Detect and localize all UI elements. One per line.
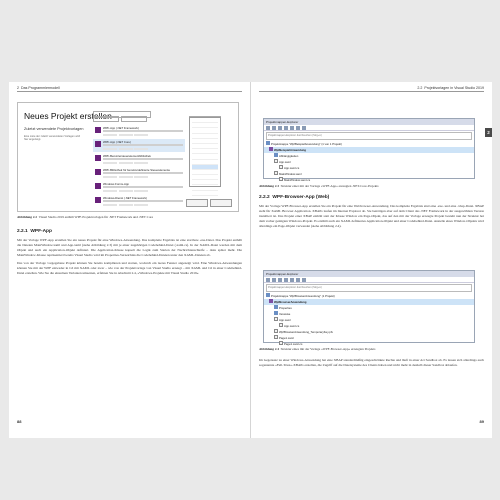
- back-button: [186, 199, 208, 207]
- next-button: [210, 199, 232, 207]
- template-item-selected: WPF-App (.NET Core): [93, 139, 185, 152]
- dependencies-icon: [274, 153, 278, 157]
- explorer-title: Projektmappen-Explorer: [264, 271, 474, 277]
- template-item: WPF-Benutzersteuerelementbibliothek: [93, 153, 185, 166]
- project-icon: [269, 147, 273, 151]
- explorer-search: Projektmappen-Explorer durchsuchen (Strg+ü): [266, 132, 472, 140]
- properties-icon: [274, 305, 278, 309]
- solution-icon: [266, 293, 270, 297]
- tree-node: WpfBrowserAnwendung_TemporaryKey.pfx: [264, 329, 474, 335]
- new-project-dialog-screenshot: [17, 102, 239, 212]
- tree-node: Page1.xaml.cs: [264, 341, 474, 347]
- explorer-toolbar: [264, 125, 474, 131]
- solution-explorer-screenshot: [263, 118, 475, 182]
- xaml-file-icon: [274, 171, 278, 175]
- page-number: 88: [17, 419, 22, 424]
- key-file-icon: [274, 329, 278, 333]
- figure-caption: Abbildung 2.3 Struktur einer mit der Vorlage »WPF-App« erzeugten .NET-Core-Projekts: [259, 184, 379, 188]
- template-list: [93, 125, 185, 209]
- running-head: 2 Das Programmiermodell: [17, 86, 242, 92]
- left-page: [9, 82, 250, 438]
- explorer-search: Projektmappen-Explorer durchsuchen (Strg+ü): [266, 284, 472, 292]
- figure-caption: Abbildung 2.2 Visual Studio 2019 enthält WPF-Projektvorlagen für .NET Framework und .NET Core: [17, 215, 154, 219]
- template-item: Windows-Dienst (.NET Framework): [93, 195, 185, 208]
- tree-node: Properties: [264, 305, 474, 311]
- solution-icon: [266, 141, 270, 145]
- page-number: 89: [479, 419, 484, 424]
- references-icon: [274, 311, 278, 315]
- template-item: WPF-Bibliothek für benutzerdefinierte Steuerelemente: [93, 167, 185, 180]
- language-filter: [93, 116, 119, 122]
- platform-filter: [121, 116, 147, 122]
- wpf-template-icon: [95, 127, 101, 133]
- explorer-toolbar: [264, 277, 474, 283]
- section-heading: 2.2.1 WPF-App: [17, 229, 52, 234]
- service-template-icon: [95, 197, 101, 203]
- explorer-title: Projektmappen-Explorer: [264, 119, 474, 125]
- tree-node-solution: Projektmappe "WpfBeispielAnwendung" (1 von 1 Projekt): [264, 141, 474, 147]
- tree-node: App.xaml: [264, 159, 474, 165]
- dialog-hint: Eine Liste der zuletzt verwendeten Vorlagen wird hier angezeigt.: [24, 135, 81, 142]
- xaml-file-icon: [274, 335, 278, 339]
- project-icon: [269, 299, 273, 303]
- section-heading: 2.2.2 WPF-Browser-App (Web): [259, 195, 330, 200]
- figure-caption: Abbildung 2.4 Struktur eines mit der Vorlage »WPF-Browser-App« erzeugten Projekts: [259, 347, 376, 351]
- project-type-dropdown: [189, 117, 221, 187]
- body-text: Mit der Vorlage WPF-App erstellen Sie ein neues Projekt für eine Windows-Anwendung. Das komplette Ergebnis ist eine startbare .exe-Datei. Das Projekt enthält die Dateien MainWindow.xaml und App.xaml (siehe Abbildung 2.3) mit je einer zugehörigen Codebehind-Datei (.xaml.cs). In der XAML-Datei werden mit dem Objekt und auch ein Application-Objekt definiert. Die Application-Klasse kapselt die Logik zum Starten der Nachrichtenschleife – dazu später mehr. Die MainWindow-Klasse repräsentiert bereits Visual Studio wird im Properties-Verzeichnis die Codebehind-Dateien unter den XAML-Dateien ab. Das von der Vorlage vorgegebene Projekt können Sie bereits kompilieren und starten, wodurch ein leeres Fenster angezeigt wird. Eine Windows-Anwendungen können Sie mit der WPF entweder in C# mit XAML oder zwar – wie von der Projektvorlage von Visual Studio erzeugt – mit XAML und C# in einer Codebehind-Datei erstellen. Wie Sie die einzelnen Varianten umsetzen, erfahren Sie in Abschnitt 2.4, »Windows-Projekte mit Visual Studio 2019«.: [17, 238, 242, 275]
- xaml-file-icon: [274, 159, 278, 163]
- cs-file-icon: [279, 177, 283, 181]
- tree-node: Verweise: [264, 311, 474, 317]
- tree-node-project: WpfBrowserAnwendung: [264, 299, 474, 305]
- tree-node: MainWindow.xaml: [264, 171, 474, 177]
- tree-node: Abhängigkeiten: [264, 153, 474, 159]
- tree-node: App.xaml: [264, 317, 474, 323]
- tree-node-project: WpfBeispielAnwendung: [264, 147, 474, 153]
- tree-node: App.xaml.cs: [264, 323, 474, 329]
- solution-explorer-screenshot: [263, 270, 475, 346]
- cs-file-icon: [279, 341, 283, 345]
- wpf-template-icon: [95, 141, 101, 147]
- tree-node-solution: Projektmappe "WpfBrowserAnwendung" (1 Projekt): [264, 293, 474, 299]
- body-text: Im Gegensatz zu einer Windows-Anwendung hat eine XBAP standardmäßig eingeschränkte Rechte und läuft in einer Art Sandbox ab. Es lassen sich allerdings auch sogenannte »Full-Trust«-XBAPs erstellen, die Zugriff auf die Dateisysteme des Clients haben und nicht mehr in deshalb dieser Sandbox ablaufen.: [259, 358, 484, 367]
- dialog-title: Neues Projekt erstellen: [24, 111, 112, 121]
- body-text: Mit der Vorlage WPF-Browser-App erstellen Sie ein Projekt für eine Webbrowser-Anwendung. Das komplette Ergebnis sind eine .exe- und eine .xbap-Datei. XBAP steht für XAML Browser Application. XBAPs laufen im Internet Explorer ab. Sie benötigen aber auf dem Client das .NET Framework in der ausgewählten Version installiert ist. Das Projekt einer XBAP enthält statt der Klasse Window ein Page-Objekt, das auf den mit der Vorlage erzeugte Projekt besteht nun der Struktur bei dem vorher genügten Windows-Projekt. Es enthält auch ein XAML definiertes Application-Objekt und einer Codebehind-Datei. Anstelle eines Window-Objekts wird allerdings ein Page-Objekt verwendet (siehe Abbildung 2.4).: [259, 204, 484, 228]
- wpf-template-icon: [95, 169, 101, 175]
- running-head: 2.2 Projektvorlagen in Visual Studio 2019: [259, 86, 484, 92]
- cs-file-icon: [279, 323, 283, 327]
- winforms-template-icon: [95, 183, 101, 189]
- xaml-file-icon: [274, 317, 278, 321]
- chapter-tab: 2: [485, 128, 492, 137]
- tree-node: Page1.xaml: [264, 335, 474, 341]
- template-item: WPF-App (.NET Framework): [93, 125, 185, 138]
- tree-node: App.xaml.cs: [264, 165, 474, 171]
- wpf-template-icon: [95, 155, 101, 161]
- right-page: [251, 82, 492, 438]
- cs-file-icon: [279, 165, 283, 169]
- dialog-subtitle: Zuletzt verwendete Projektvorlagen: [24, 127, 84, 131]
- tree-node: MainWindow.xaml.cs: [264, 177, 474, 183]
- template-item: Windows Forms-App: [93, 181, 185, 194]
